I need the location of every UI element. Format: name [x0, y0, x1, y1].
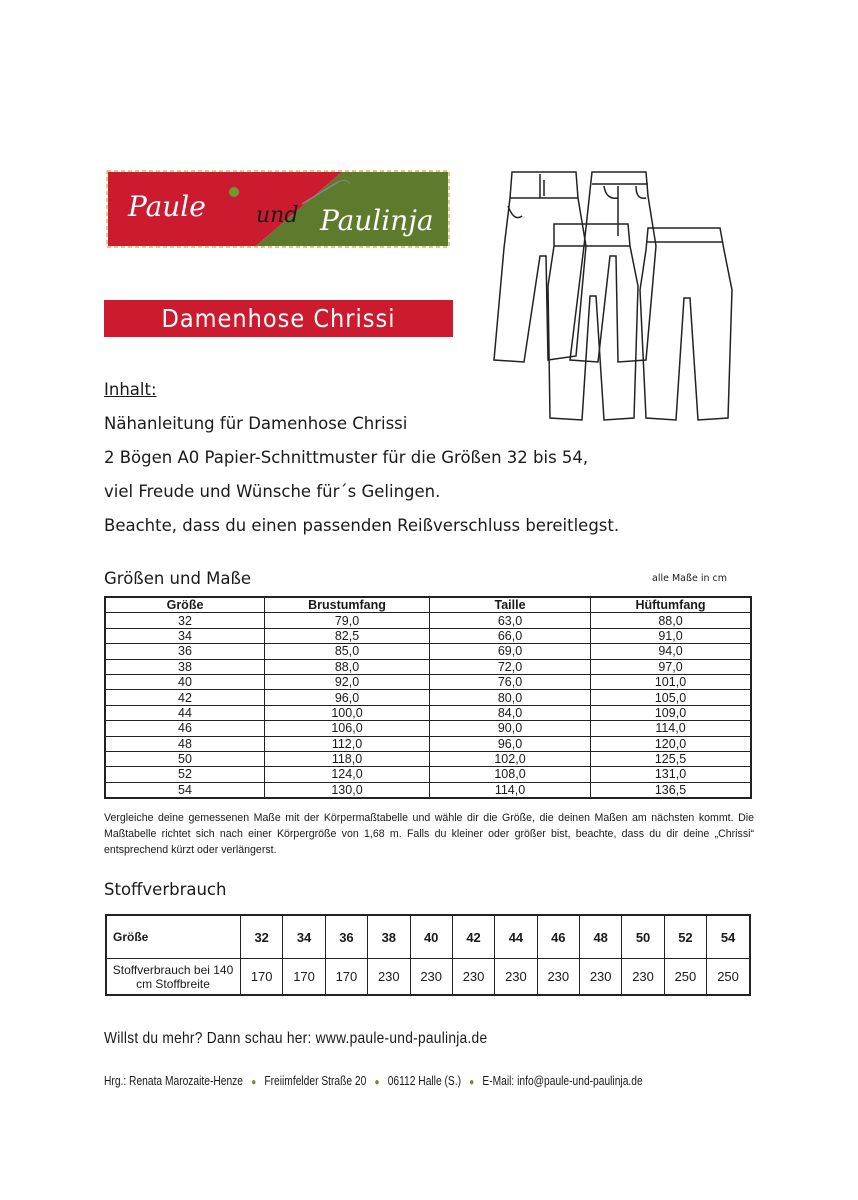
table-cell: 36 [105, 644, 265, 659]
table-cell: 118,0 [265, 751, 430, 766]
units-note: alle Maße in cm [652, 573, 727, 584]
fabric-value-cell: 230 [495, 959, 537, 996]
table-cell: 106,0 [265, 721, 430, 736]
size-cell: 36 [325, 915, 367, 959]
table-cell: 32 [105, 613, 265, 628]
column-header: Hüftumfang [591, 597, 752, 613]
table-cell: 101,0 [591, 674, 752, 689]
table-cell: 79,0 [265, 613, 430, 628]
table-cell: 38 [105, 659, 265, 674]
table-row [105, 736, 751, 751]
column-header: Brustumfang [265, 597, 430, 613]
table-cell: 131,0 [591, 767, 752, 782]
fabric-value-cell: 230 [580, 959, 622, 996]
table-cell: 48 [105, 736, 265, 751]
svg-text:Paule: Paule [128, 190, 206, 223]
table-cell: 114,0 [430, 782, 591, 798]
fabric-value-cell: 230 [622, 959, 664, 996]
table-cell: 91,0 [591, 628, 752, 643]
table-row [105, 705, 751, 720]
column-header: Größe [105, 597, 265, 613]
table-cell: 130,0 [265, 782, 430, 798]
table-row [105, 721, 751, 736]
footer-publisher: Hrg.: Renata Marozaite-Henze [104, 1074, 244, 1088]
column-header: Taille [430, 597, 591, 613]
website-link-line: Willst du mehr? Dann schau her: www.paule-und-paulinja.de [104, 1030, 488, 1047]
table-row [105, 767, 751, 782]
table-cell: 112,0 [265, 736, 430, 751]
fabric-value-cell: 170 [241, 959, 283, 996]
fabric-value-cell: 230 [368, 959, 410, 996]
table-cell: 42 [105, 690, 265, 705]
table-cell: 109,0 [591, 705, 752, 720]
table-cell: 105,0 [591, 690, 752, 705]
svg-text:Paulinja: Paulinja [320, 204, 434, 237]
table-header-row [105, 597, 751, 613]
table-row [105, 659, 751, 674]
size-cell: 40 [410, 915, 452, 959]
fabric-value-cell: 230 [410, 959, 452, 996]
size-cell: 38 [368, 915, 410, 959]
table-cell: 82,5 [265, 628, 430, 643]
table-cell: 34 [105, 628, 265, 643]
table-cell: 92,0 [265, 674, 430, 689]
size-cell: 52 [664, 915, 706, 959]
contents-line: Nähanleitung für Damenhose Chrissi [104, 414, 408, 433]
measurement-note: Vergleiche deine gemessenen Maße mit der Körpermaßtabelle und wähle dir die Größe, die deinen Maßen am nächsten kommt. Die Maßtabelle richtet sich nach einer Körpergröße von 1,68 m. Falls du kleiner oder größer bist, beachte, dass du dir deine „Chrissi“ entsprechend kürzt oder verlängerst. [104, 812, 754, 856]
fabric-value-cell: 170 [325, 959, 367, 996]
row-label: Größe [106, 915, 241, 959]
table-cell: 125,5 [591, 751, 752, 766]
table-row [105, 613, 751, 628]
page-title-text: Damenhose Chrissi [161, 304, 396, 333]
table-cell: 94,0 [591, 644, 752, 659]
contents-line: Beachte, dass du einen passenden Reißverschluss bereitlegst. [104, 516, 620, 535]
size-cell: 50 [622, 915, 664, 959]
table-cell: 90,0 [430, 721, 591, 736]
table-cell: 120,0 [591, 736, 752, 751]
size-cell: 42 [452, 915, 494, 959]
table-cell: 97,0 [591, 659, 752, 674]
size-cell: 34 [283, 915, 325, 959]
table-cell: 50 [105, 751, 265, 766]
table-row [106, 959, 750, 996]
table-cell: 76,0 [430, 674, 591, 689]
imprint-footer [104, 1074, 643, 1088]
bullet-icon: ● [469, 1077, 475, 1088]
table-cell: 96,0 [265, 690, 430, 705]
contents-section [104, 373, 619, 543]
fabric-value-cell: 250 [664, 959, 706, 996]
fabric-heading: Stoffverbrauch [104, 880, 227, 899]
table-cell: 100,0 [265, 705, 430, 720]
size-cell: 46 [537, 915, 579, 959]
size-cell: 44 [495, 915, 537, 959]
table-row [106, 915, 750, 959]
paule-und-paulinja-logo [106, 170, 450, 248]
table-cell: 88,0 [265, 659, 430, 674]
size-chart-table [104, 596, 752, 799]
page-title [104, 300, 453, 337]
table-row [105, 751, 751, 766]
svg-text:und: und [256, 203, 299, 228]
contents-heading: Inhalt: [104, 380, 157, 399]
contents-line: 2 Bögen A0 Papier-Schnittmuster für die Größen 32 bis 54, [104, 448, 589, 467]
footer-street: Freiimfelder Straße 20 [264, 1074, 367, 1088]
table-row [105, 690, 751, 705]
fabric-value-cell: 250 [707, 959, 750, 996]
table-cell: 52 [105, 767, 265, 782]
sizes-heading: Größen und Maße [104, 569, 252, 588]
table-row [105, 644, 751, 659]
bullet-icon: ● [251, 1077, 257, 1088]
table-cell: 66,0 [430, 628, 591, 643]
row-label: Stoffverbrauch bei 140 cm Stoffbreite [106, 959, 241, 996]
table-cell: 44 [105, 705, 265, 720]
table-row [105, 782, 751, 798]
table-cell: 96,0 [430, 736, 591, 751]
contents-line: viel Freude und Wünsche für´s Gelingen. [104, 482, 441, 501]
table-cell: 108,0 [430, 767, 591, 782]
table-cell: 69,0 [430, 644, 591, 659]
size-cell: 48 [580, 915, 622, 959]
table-cell: 102,0 [430, 751, 591, 766]
fabric-value-cell: 230 [452, 959, 494, 996]
table-cell: 85,0 [265, 644, 430, 659]
table-cell: 88,0 [591, 613, 752, 628]
table-cell: 84,0 [430, 705, 591, 720]
table-cell: 54 [105, 782, 265, 798]
table-cell: 114,0 [591, 721, 752, 736]
table-cell: 63,0 [430, 613, 591, 628]
footer-email: E-Mail: info@paule-und-paulinja.de [482, 1074, 643, 1088]
table-row [105, 674, 751, 689]
table-cell: 136,5 [591, 782, 752, 798]
footer-city: 06112 Halle (S.) [387, 1074, 462, 1088]
fabric-value-cell: 230 [537, 959, 579, 996]
table-cell: 40 [105, 674, 265, 689]
size-cell: 32 [241, 915, 283, 959]
size-cell: 54 [707, 915, 750, 959]
table-row [105, 628, 751, 643]
fabric-value-cell: 170 [283, 959, 325, 996]
fabric-consumption-table [105, 914, 751, 996]
table-cell: 72,0 [430, 659, 591, 674]
table-cell: 46 [105, 721, 265, 736]
table-cell: 80,0 [430, 690, 591, 705]
table-cell: 124,0 [265, 767, 430, 782]
bullet-icon: ● [374, 1077, 380, 1088]
